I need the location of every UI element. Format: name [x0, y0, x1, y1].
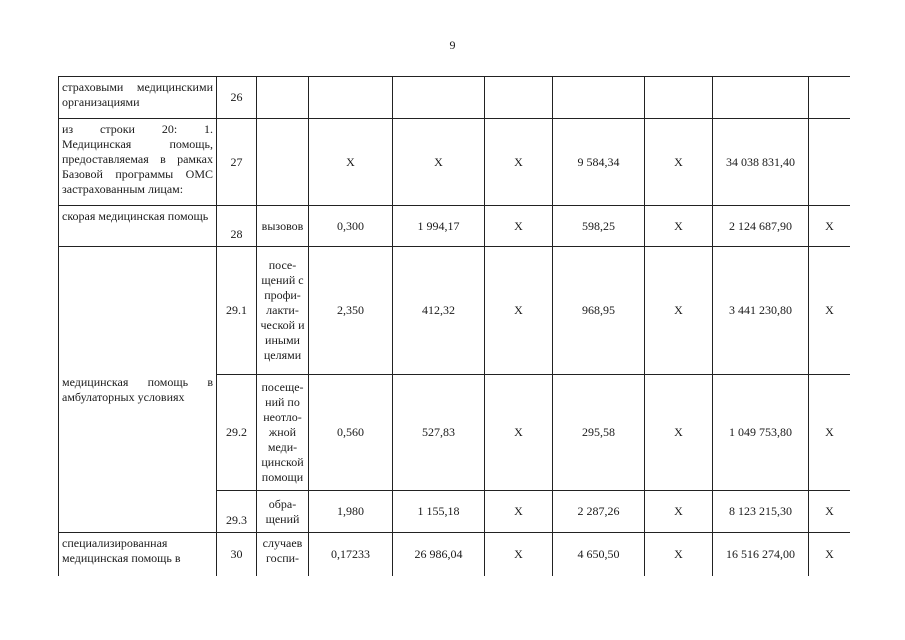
- line-number-cell: 27: [217, 119, 257, 206]
- value-cell-5: X: [645, 491, 713, 533]
- value-cell-5: X: [645, 247, 713, 375]
- value-cell-1: 2,350: [309, 247, 393, 375]
- value-cell-2: 527,83: [393, 375, 485, 491]
- value-cell-7: X: [809, 375, 851, 491]
- value-cell-4: 4 650,50: [553, 533, 645, 577]
- unit-cell: [257, 77, 309, 119]
- value-cell-3: X: [485, 206, 553, 247]
- unit-cell: посеще- ний по неотло- жной меди- цинской помощи: [257, 375, 309, 491]
- row-name-cell: специализированная медицинская помощь в: [59, 533, 217, 577]
- value-cell-1: 0,17233: [309, 533, 393, 577]
- value-cell-6: 8 123 215,30: [713, 491, 809, 533]
- value-cell-5: X: [645, 533, 713, 577]
- value-cell-2: 1 994,17: [393, 206, 485, 247]
- row-name-cell: медицинская помощь в амбулаторных условиях: [59, 247, 217, 533]
- value-cell-6: 2 124 687,90: [713, 206, 809, 247]
- value-cell-3: X: [485, 375, 553, 491]
- value-cell-7: X: [809, 491, 851, 533]
- value-cell-7: X: [809, 247, 851, 375]
- value-cell-6: 3 441 230,80: [713, 247, 809, 375]
- line-number-cell: 26: [217, 77, 257, 119]
- row-name-cell: скорая медицинская помощь: [59, 206, 217, 247]
- value-cell-4: 9 584,34: [553, 119, 645, 206]
- page-number: 9: [449, 38, 456, 52]
- value-cell-3: X: [485, 491, 553, 533]
- table-row: [59, 247, 851, 375]
- value-cell-1: X: [309, 119, 393, 206]
- value-cell-4: 968,95: [553, 247, 645, 375]
- value-cell-1: 0,560: [309, 375, 393, 491]
- unit-cell: посе- щений с профи- лакти- ческой и иными целями: [257, 247, 309, 375]
- line-number-cell: 29.3: [217, 491, 257, 533]
- value-cell-2: X: [393, 119, 485, 206]
- value-cell-6: 16 516 274,00: [713, 533, 809, 577]
- value-cell-6: [713, 77, 809, 119]
- finance-table: [58, 76, 850, 576]
- unit-cell: обра- щений: [257, 491, 309, 533]
- value-cell-3: X: [485, 119, 553, 206]
- value-cell-5: [645, 77, 713, 119]
- value-cell-3: X: [485, 247, 553, 375]
- line-number-cell: 29.1: [217, 247, 257, 375]
- value-cell-7: X: [809, 206, 851, 247]
- value-cell-5: X: [645, 206, 713, 247]
- value-cell-1: [309, 77, 393, 119]
- value-cell-4: 2 287,26: [553, 491, 645, 533]
- value-cell-1: 1,980: [309, 491, 393, 533]
- row-name-cell: из строки 20: 1. Медицинская помощь, предоставляемая в рамках Базовой программы ОМС застрахованным лицам:: [59, 119, 217, 206]
- value-cell-4: [553, 77, 645, 119]
- line-number-cell: 30: [217, 533, 257, 577]
- value-cell-5: X: [645, 119, 713, 206]
- value-cell-2: [393, 77, 485, 119]
- value-cell-3: [485, 77, 553, 119]
- value-cell-4: 598,25: [553, 206, 645, 247]
- unit-cell: вызовов: [257, 206, 309, 247]
- table-container: [58, 76, 850, 576]
- value-cell-2: 26 986,04: [393, 533, 485, 577]
- value-cell-5: X: [645, 375, 713, 491]
- table-row: [59, 206, 851, 247]
- row-name-cell: страховыми медицинскими организациями: [59, 77, 217, 119]
- value-cell-3: X: [485, 533, 553, 577]
- value-cell-7: X: [809, 533, 851, 577]
- value-cell-6: 34 038 831,40: [713, 119, 809, 206]
- line-number-cell: 28: [217, 206, 257, 247]
- value-cell-1: 0,300: [309, 206, 393, 247]
- table-row: [59, 119, 851, 206]
- table-row: [59, 533, 851, 577]
- value-cell-7: [809, 119, 851, 206]
- table-row: [59, 77, 851, 119]
- value-cell-2: 412,32: [393, 247, 485, 375]
- unit-cell: случаев госпи-: [257, 533, 309, 577]
- line-number-cell: 29.2: [217, 375, 257, 491]
- unit-cell: [257, 119, 309, 206]
- value-cell-4: 295,58: [553, 375, 645, 491]
- value-cell-6: 1 049 753,80: [713, 375, 809, 491]
- value-cell-2: 1 155,18: [393, 491, 485, 533]
- value-cell-7: [809, 77, 851, 119]
